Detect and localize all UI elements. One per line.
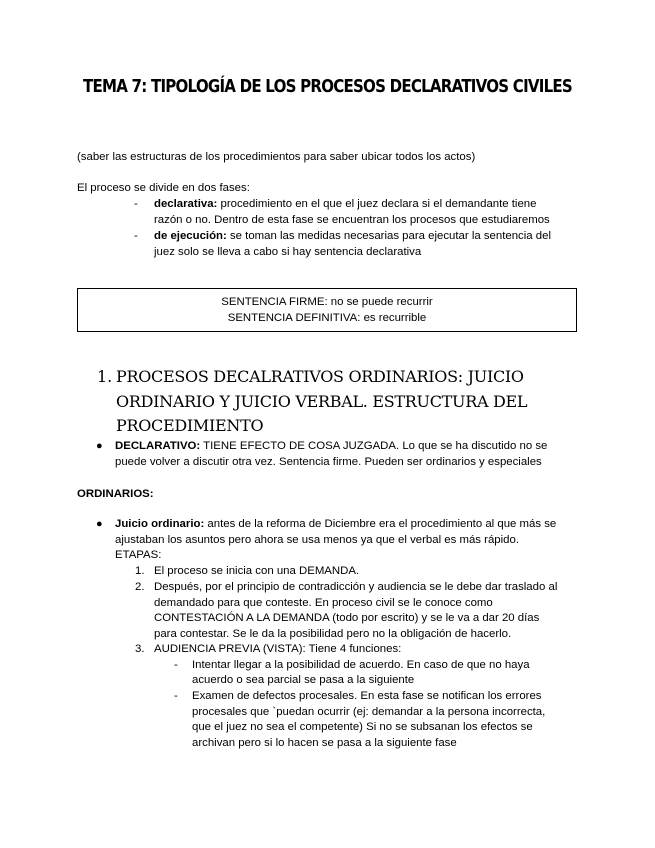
etapa-text: CONTESTACIÓN A LA DEMANDA (todo por escrito) y se le va a dar 20 días: [154, 612, 540, 624]
sentencia-box: [77, 288, 577, 332]
phases-intro: El proceso se divide en dos fases:: [77, 182, 250, 194]
phase-ejecucion: [154, 228, 551, 244]
ordinarios-heading: ORDINARIOS:: [77, 488, 154, 500]
juicio-ordinario-text-cont: ajustaban los asuntos pero ahora se usa menos ya que el verbal es más rápido.: [115, 534, 519, 546]
funcion-text: Examen de defectos procesales. En esta fase se notifican los errores: [192, 690, 542, 702]
dash-marker: -: [174, 690, 178, 702]
phase-text-cont: razón o no. Dentro de esta fase se encuentran los procesos que estudiaremos: [154, 214, 550, 226]
section-number: 1.: [97, 367, 113, 386]
funcion-text: que el juez no sea el competente) Si no se subsanan los efectos se: [192, 721, 533, 733]
funcion-text: Intentar llegar a la posibilidad de acuerdo. En caso de que no haya: [192, 659, 530, 671]
declarativo-term: DECLARATIVO:: [115, 440, 201, 452]
etapa-text: AUDIENCIA PREVIA (VISTA): Tiene 4 funciones:: [154, 643, 402, 655]
declarativo-item: [115, 438, 547, 454]
phase-text: procedimiento en el que el juez declara si el demandante tiene: [217, 198, 537, 210]
declarativo-text: TIENE EFECTO DE COSA JUZGADA. Lo que se ha discutido no se: [200, 440, 548, 452]
funcion-text: procesales que `puedan ocurrir (ej: demandar a la persona incorrecta,: [192, 706, 546, 718]
etapa-text: para contestar. Se le da la posibilidad pero no la obligación de hacerlo.: [154, 628, 512, 640]
etapa-number: 3.: [135, 643, 145, 655]
etapa-number: 2.: [135, 581, 145, 593]
phase-text-cont: juez solo se lleva a cabo si hay sentencia declarativa: [154, 246, 422, 258]
dash-marker: -: [134, 230, 138, 242]
dash-marker: -: [134, 198, 138, 210]
funcion-text: acuerdo o sea parcial se pasa a la siguiente: [192, 674, 415, 686]
section-heading-line: ORDINARIO Y JUICIO VERBAL. ESTRUCTURA DEL: [116, 391, 528, 411]
juicio-ordinario-term: Juicio ordinario:: [115, 518, 205, 530]
funcion-text: archivan pero si lo hacen se pasa a la siguiente fase: [192, 737, 457, 749]
etapa-text: El proceso se inicia con una DEMANDA.: [154, 565, 360, 577]
dash-marker: -: [174, 659, 178, 671]
bullet-marker: ●: [96, 518, 103, 530]
section-heading-line: PROCEDIMIENTO: [116, 416, 264, 435]
sentencia-firme: SENTENCIA FIRME: no se puede recurrir: [221, 296, 433, 308]
phase-term: declarativa:: [154, 198, 218, 210]
etapa-number: 1.: [135, 565, 145, 577]
juicio-ordinario-text: antes de la reforma de Diciembre era el procedimiento al que más se: [204, 518, 557, 530]
page-title: TEMA 7: TIPOLOGÍA DE LOS PROCESOS DECLARATIVOS CIVILES: [83, 77, 572, 97]
declarativo-text-cont: puede volver a discutir otra vez. Sentencia firme. Pueden ser ordinarios y especiales: [115, 456, 542, 468]
phase-term: de ejecución:: [154, 230, 227, 242]
section-heading-line: PROCESOS DECALRATIVOS ORDINARIOS: JUICIO: [116, 367, 524, 386]
etapa-text: Después, por el principio de contradicción y audiencia se le debe dar traslado al: [154, 581, 558, 593]
phase-declarativa: [154, 196, 536, 212]
section-heading: [116, 365, 556, 439]
intro-note: (saber las estructuras de los procedimientos para saber ubicar todos los actos): [77, 151, 476, 163]
etapas-label: ETAPAS:: [115, 549, 162, 561]
bullet-marker: ●: [96, 440, 103, 452]
phase-text: se toman las medidas necesarias para ejecutar la sentencia del: [226, 230, 551, 242]
sentencia-definitiva: SENTENCIA DEFINITIVA: es recurrible: [227, 312, 427, 324]
etapa-text: demandado para que conteste. En proceso civil se le conoce como: [154, 597, 493, 609]
juicio-ordinario-item: [115, 516, 556, 532]
